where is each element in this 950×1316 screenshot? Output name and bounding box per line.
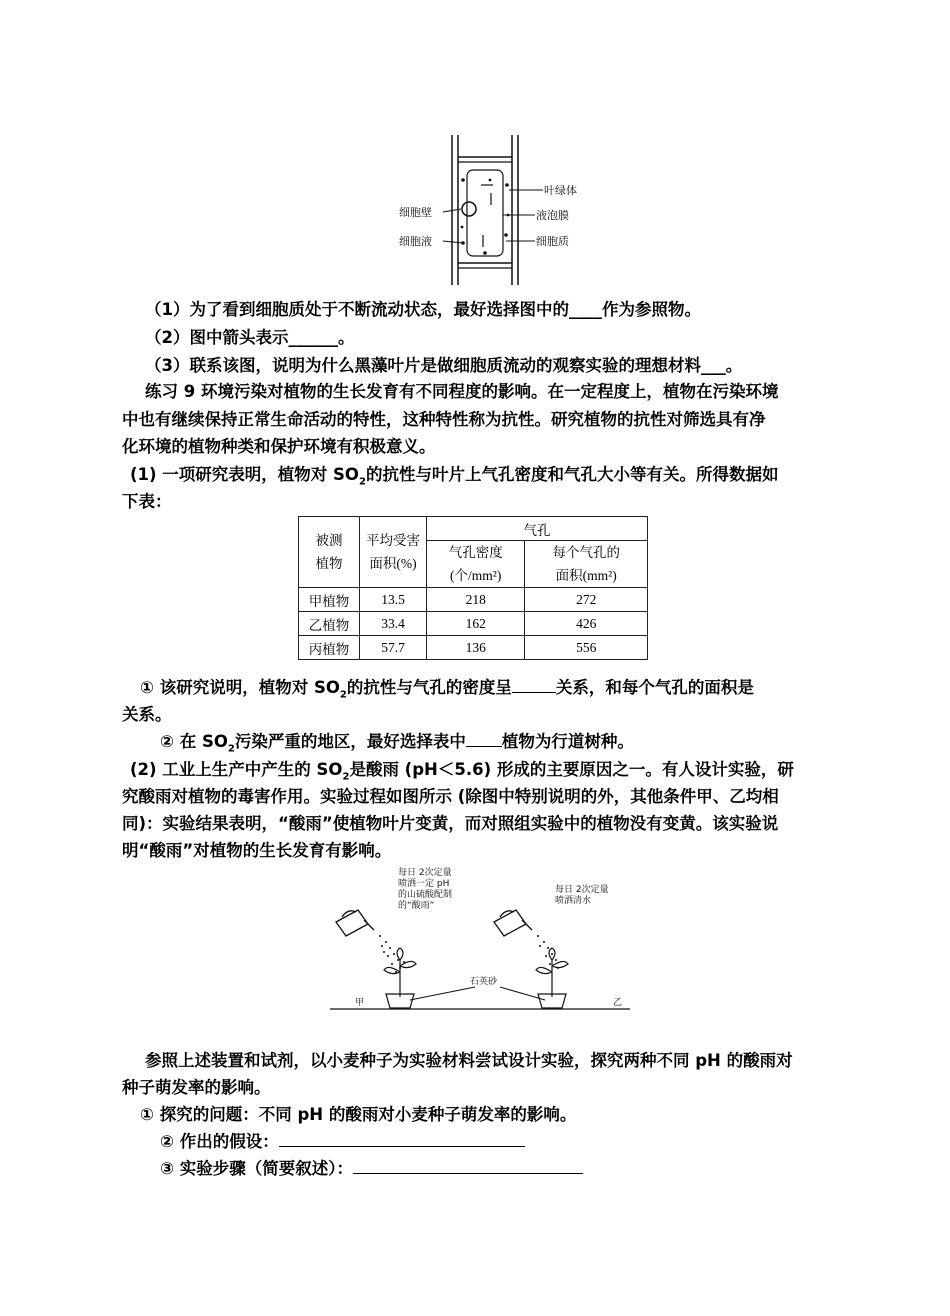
part2-line2: 究酸雨对植物的毒害作用。实验过程如图所示 (除图中特别说明的外，其他条件甲、乙均相	[122, 787, 779, 806]
part1-intro: (1) 一项研究表明，植物对 $SO_2$的抗性与叶片上气孔密度和气孔大小等有关。所得数据如	[130, 465, 779, 488]
svg-text:每日 2次定量: 每日 2次定量	[555, 885, 609, 895]
svg-text:喷洒一定 pH: 喷洒一定 pH	[398, 879, 450, 889]
part2-line4: 明“酸雨”对植物的生长发育有影响。	[122, 841, 392, 860]
procedure-answer-blank[interactable]	[353, 1157, 583, 1174]
plant-a-icon	[384, 948, 416, 1008]
stomata-data-table	[298, 516, 648, 660]
label-yi: 乙	[613, 998, 623, 1008]
watering-can-icon	[494, 910, 532, 936]
question-2: （2）图中箭头表示______。	[145, 328, 355, 347]
part2-line1: (2) 工业上生产中产生的 $SO_2$是酸雨 (pH＜5.6) 形成的主要原因之一。有人设计实验，研	[130, 760, 794, 783]
step-hypothesis: ② 作出的假设：	[160, 1130, 525, 1154]
answer-blank[interactable]	[466, 730, 502, 747]
part1-intro-line2: 下表：	[122, 492, 172, 511]
part3-line1: 参照上述装置和试剂，以小麦种子为实验材料尝试设计实验，探究两种不同 pH 的酸雨对	[145, 1051, 793, 1070]
question-1: （1）为了看到细胞质处于不断流动状态，最好选择图中的____作为参照物。	[145, 300, 701, 319]
svg-text:每日 2次定量: 每日 2次定量	[398, 868, 452, 878]
part2-line3: 同)：实验结果表明，“酸雨”使植物叶片变黄，而对照组实验中的植物没有变黄。该实验说	[122, 814, 779, 833]
question-3: （3）联系该图，说明为什么黑藻叶片是做细胞质流动的观察实验的理想材料___。	[145, 356, 743, 375]
exercise9-line3: 化环境的植物种类和保护环境有积极意义。	[122, 437, 436, 456]
watering-can-icon	[336, 910, 374, 936]
label-jia: 甲	[355, 998, 365, 1008]
part3-line2: 种子萌发率的影响。	[122, 1078, 271, 1097]
label-cell-sap: 细胞液	[399, 235, 432, 248]
table-row: 甲植物 13.5 218 272	[299, 588, 648, 612]
header-damage: 平均受害 面积(%)	[360, 517, 427, 588]
table-row: 乙植物 33.4 162 426	[299, 612, 648, 636]
header-plant: 被测 植物	[299, 517, 360, 588]
label-cell-wall: 细胞壁	[399, 206, 432, 219]
header-area: 每个气孔的 面积(mm²)	[525, 541, 648, 588]
plant-cell-diagram	[395, 135, 595, 285]
conclusion-1-line2: 关系。	[122, 705, 172, 724]
conclusion-1: ① 该研究说明，植物对 $SO_2$的抗性与气孔的密度呈 关系，和每个气孔的面积是	[140, 678, 754, 701]
header-stomata: 气孔	[427, 517, 648, 541]
label-cytoplasm: 细胞质	[536, 235, 569, 248]
exercise9-line1: 练习 9 环境污染对植物的生长发育有不同程度的影响。在一定程度上，植物在污染环境	[145, 382, 779, 401]
conclusion-2: ② 在 $SO_2$污染严重的地区，最好选择表中 植物为行道树种。	[160, 732, 634, 755]
acid-rain-experiment-diagram	[330, 862, 630, 1017]
label-quartz-sand: 石英砂	[470, 977, 498, 987]
table-row: 丙植物 57.7 136 556	[299, 636, 648, 660]
svg-text:的“酸雨”: 的“酸雨”	[398, 901, 435, 911]
answer-blank[interactable]	[512, 676, 556, 693]
exercise9-line2: 中也有继续保持正常生命活动的特性，这种特性称为抗性。研究植物的抗性对筛选具有净	[122, 410, 766, 429]
step-question: ① 探究的问题：不同 pH 的酸雨对小麦种子萌发率的影响。	[140, 1105, 577, 1124]
label-chloroplast: 叶绿体	[544, 184, 577, 197]
hypothesis-answer-blank[interactable]	[279, 1130, 525, 1147]
svg-text:的山硫酸配制: 的山硫酸配制	[398, 890, 453, 900]
svg-text:喷洒清水: 喷洒清水	[555, 896, 592, 906]
step-procedure: ③ 实验步骤（简要叙述）：	[160, 1157, 583, 1181]
label-vacuole-membrane: 液泡膜	[536, 209, 569, 222]
header-density: 气孔密度 (个/mm²)	[427, 541, 525, 588]
